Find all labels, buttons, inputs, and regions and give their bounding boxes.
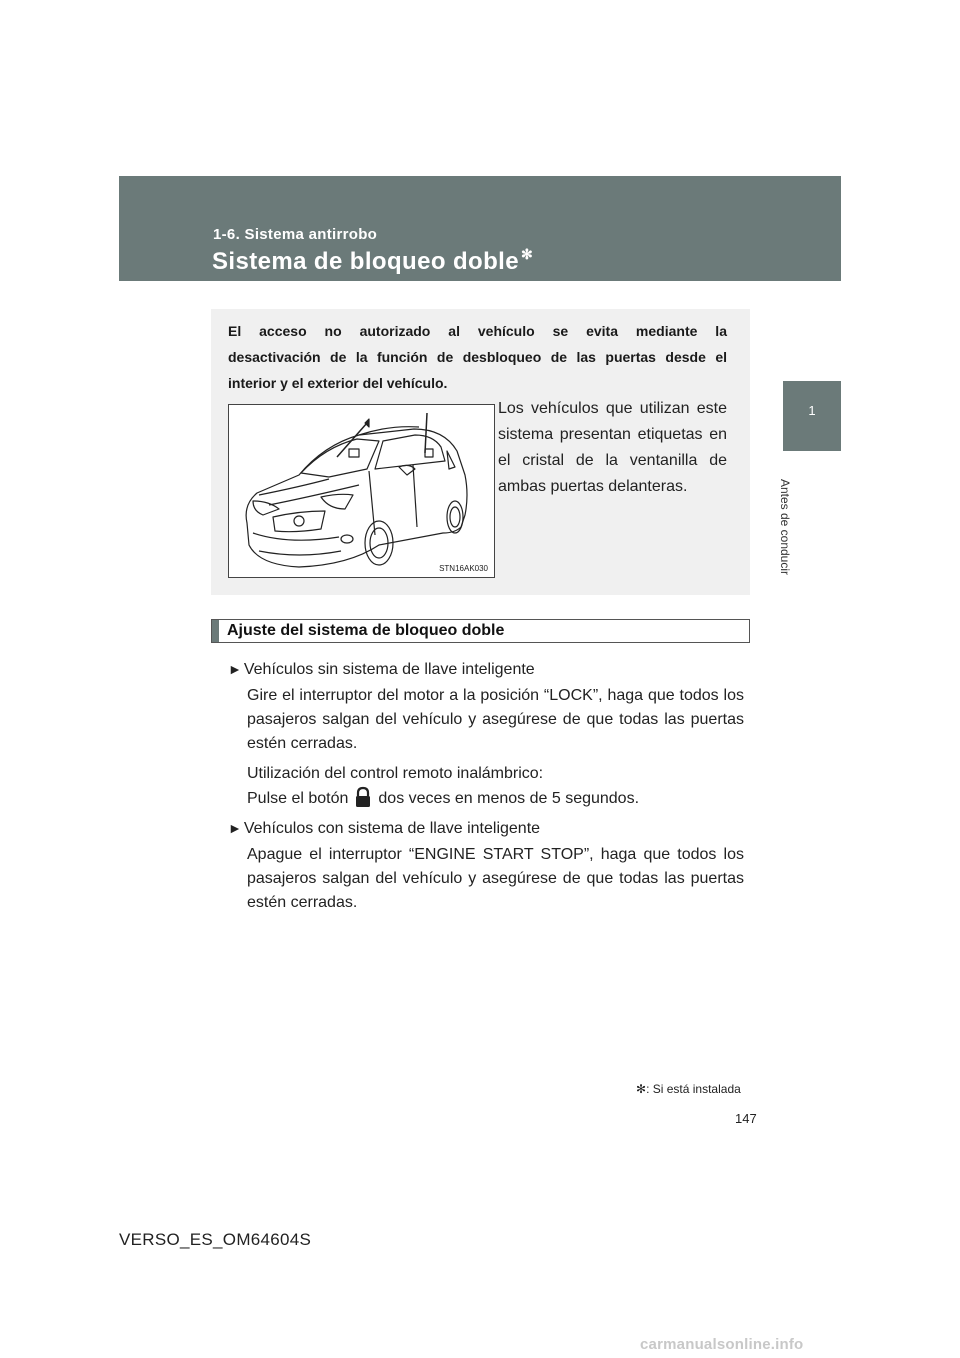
page-header — [119, 176, 841, 281]
remote-line-2 — [247, 786, 744, 811]
intro-line-2: desactivación de la función de desbloqueo de las puertas desde el — [228, 349, 727, 365]
car-illustration — [228, 404, 495, 578]
figure-code: STN16AK030 — [439, 564, 488, 573]
section-label: 1-6. Sistema antirrobo — [213, 226, 378, 243]
subheading-text: Ajuste del sistema de bloqueo doble — [227, 622, 505, 639]
chapter-number: 1 — [808, 403, 816, 418]
page-title — [212, 248, 533, 276]
instruction-paragraph: Apague el interruptor “ENGINE START STOP”, haga que todos los pasajeros salgan del vehículo y asegúrese de que todas las puertas estén cerradas. — [247, 846, 744, 911]
page-title-text: Sistema de bloqueo doble — [212, 248, 519, 275]
bullet-item — [228, 657, 535, 682]
bullet-item — [228, 816, 540, 841]
page-number: 147 — [735, 1111, 757, 1126]
remote-line-2-end: dos veces en menos de 5 segundos. — [378, 790, 640, 807]
watermark: carmanualsonline.info — [640, 1336, 804, 1353]
remote-line-2-start: Pulse el botón — [247, 790, 349, 807]
lock-icon — [352, 786, 374, 808]
intro-box — [211, 309, 750, 595]
chapter-name: Antes de conducir — [778, 478, 792, 575]
intro-line-1: El acceso no autorizado al vehículo se evita mediante la — [228, 323, 727, 339]
footnote-text: : Si está instalada — [646, 1082, 741, 1096]
bullet-label: Vehículos sin sistema de llave inteligente — [243, 661, 535, 678]
chapter-tab — [783, 381, 841, 451]
remote-instruction — [247, 762, 744, 811]
remote-line-1: Utilización del control remoto inalámbrico: — [247, 765, 544, 782]
right-triangle-icon: ► — [228, 820, 242, 836]
optional-mark: ✻ — [520, 246, 534, 262]
figure-caption: Los vehículos que utilizan este sistema presentan etiquetas en el cristal de la ventanilla de ambas puertas delanteras. — [498, 400, 727, 495]
document-code: VERSO_ES_OM64604S — [119, 1230, 312, 1249]
optional-mark: ✻ — [636, 1082, 647, 1096]
subheading-bar — [212, 620, 219, 642]
intro-line-3: interior y el exterior del vehículo. — [228, 375, 448, 391]
bullet-label: Vehículos con sistema de llave inteligente — [243, 820, 541, 837]
subheading — [211, 619, 750, 643]
right-triangle-icon: ► — [228, 661, 242, 677]
footnote — [636, 1082, 741, 1096]
intro-text — [228, 318, 727, 396]
instruction-paragraph: Gire el interruptor del motor a la posición “LOCK”, haga que todos los pasajeros salgan del vehículo y asegúrese de que todas las puertas estén cerradas. — [247, 687, 744, 752]
car-drawing — [229, 405, 494, 577]
